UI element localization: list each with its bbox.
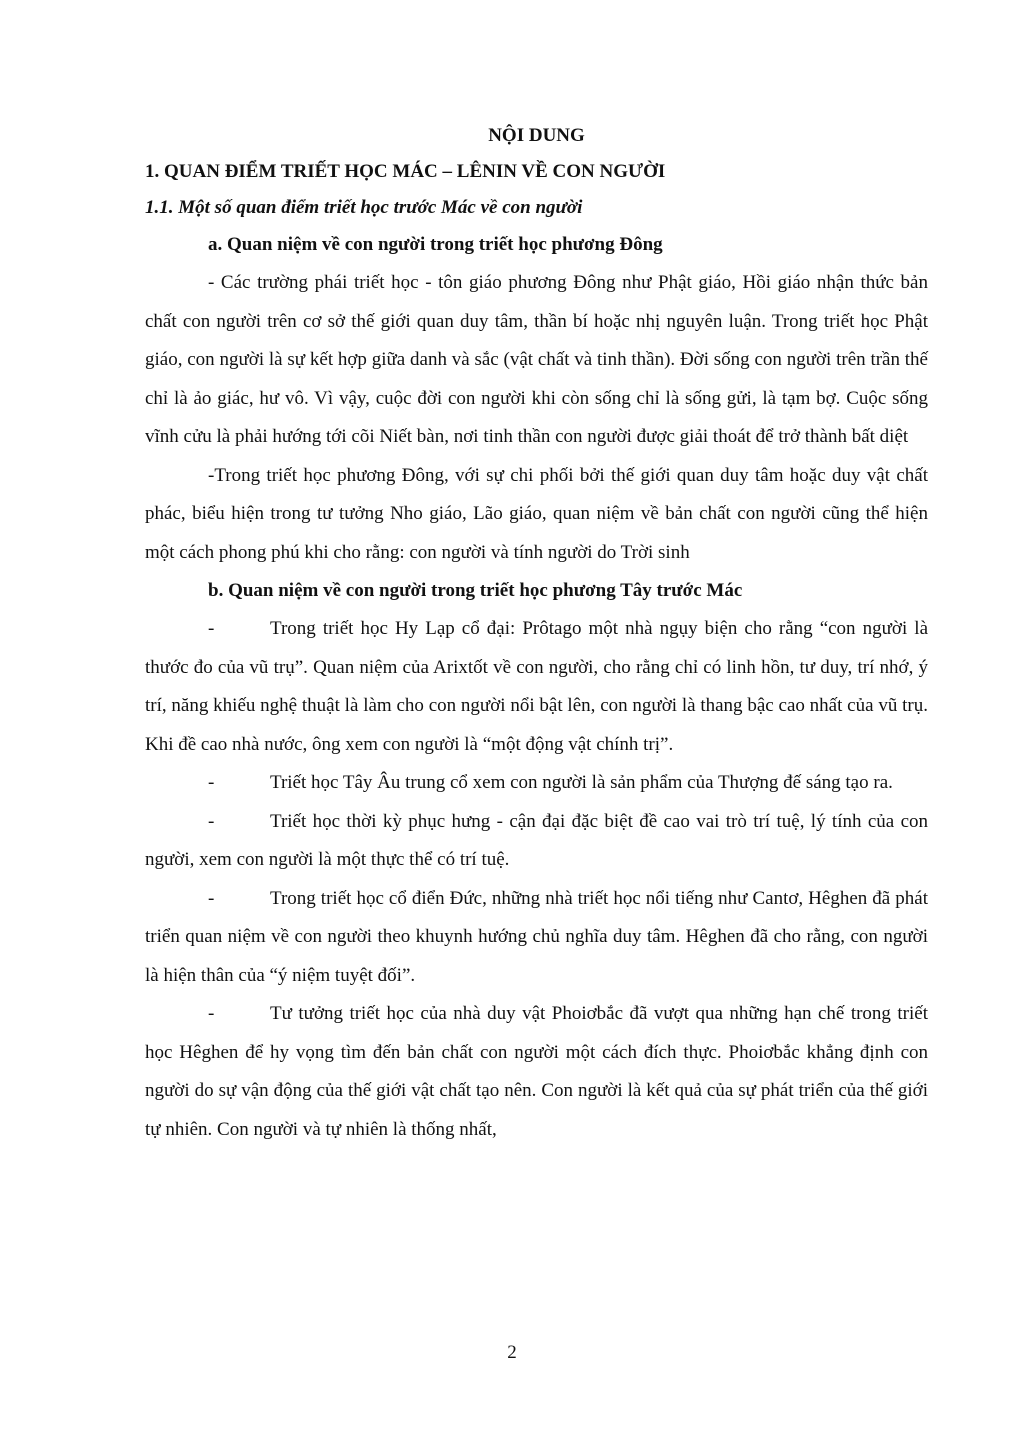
list-item — [145, 880, 928, 996]
page-number: 2 — [507, 1342, 517, 1363]
section-heading-1: 1. QUAN ĐIỂM TRIẾT HỌC MÁC – LÊNIN VỀ CON NGƯỜI — [145, 161, 666, 182]
list-item-text: Trong triết học Hy Lạp cổ đại: Prôtago một nhà ngụy biện cho rằng “con người là thước đo của vũ trụ”. Quan niệm của Arixtốt về con người, cho rằng chỉ có linh hồn, tư duy, trí nhớ, ý trí, năng khiếu nghệ thuật là làm cho con người nổi bật lên, con người là thang bậc cao nhất của vũ trụ. Khi đề cao nhà nước, ông xem con người là “một động vật chính trị”. — [145, 618, 928, 755]
page-title: NỘI DUNG — [488, 125, 585, 146]
list-item-text: Trong triết học cổ điển Đức, những nhà triết học nổi tiếng như Cantơ, Hêghen đã phát triển quan niệm về con người theo khuynh hướng chủ nghĩa duy tâm. Hêghen đã cho rằng, con người là hiện thân của “ý niệm tuyệt đối”. — [145, 887, 928, 986]
heading-western-philosophy: b. Quan niệm về con người trong triết học phương Tây trước Mác — [208, 580, 743, 601]
bullet-dash: - — [208, 618, 215, 639]
bullet-dash: - — [208, 1003, 215, 1024]
list-item — [145, 995, 928, 1149]
bullet-dash: - — [208, 887, 215, 909]
list-item — [145, 803, 928, 880]
paragraph-eastern-1: - Các trường phái triết học - tôn giáo phương Đông như Phật giáo, Hồi giáo nhận thức bản chất con người trên cơ sở thế giới quan duy tâm, thần bí hoặc nhị nguyên luận. Trong triết học Phật giáo, con người là sự kết hợp giữa danh và sắc (vật chất và tinh thần). Đời sống con người trên trần thế chỉ là ảo giác, hư vô. Vì vậy, cuộc đời con người khi còn sống chỉ là sống gửi, là tạm bợ. Cuộc sống vĩnh cửu là phải hướng tới cõi Niết bàn, nơi tinh thần con người được giải thoát để trở thành bất diệt — [145, 272, 928, 447]
list-item-text: Tư tưởng triết học của nhà duy vật Phoiơbắc đã vượt qua những hạn chế trong triết học Hêghen để hy vọng tìm đến bản chất con người một cách đích thực. Phoiơbắc khẳng định con người do sự vận động của thế giới vật chất tạo nên. Con người là kết quả của sự phát triển của thế giới tự nhiên. Con người và tự nhiên là thống nhất, — [145, 1003, 928, 1140]
list-item-text: Triết học Tây Âu trung cổ xem con người là sản phẩm của Thượng đế sáng tạo ra. — [270, 772, 893, 793]
bullet-dash: - — [208, 810, 215, 832]
bullet-dash: - — [208, 772, 215, 793]
paragraph-eastern-2: -Trong triết học phương Đông, với sự chi phối bởi thế giới quan duy tâm hoặc duy vật chất phác, biểu hiện trong tư tưởng Nho giáo, Lão giáo, quan niệm về bản chất con người cũng thể hiện một cách phong phú khi cho rằng: con người và tính người do Trời sinh — [145, 464, 928, 563]
heading-eastern-philosophy: a. Quan niệm về con người trong triết học phương Đông — [208, 234, 663, 255]
list-item — [145, 764, 928, 803]
page-content — [145, 118, 928, 1149]
list-item-text: Triết học thời kỳ phục hưng - cận đại đặc biệt đề cao vai trò trí tuệ, lý tính của con người, xem con người là một thực thể có trí tuệ. — [145, 810, 928, 870]
subsection-heading-1-1: 1.1. Một số quan điểm triết học trước Mác về con người — [145, 197, 583, 218]
list-item — [145, 610, 928, 764]
